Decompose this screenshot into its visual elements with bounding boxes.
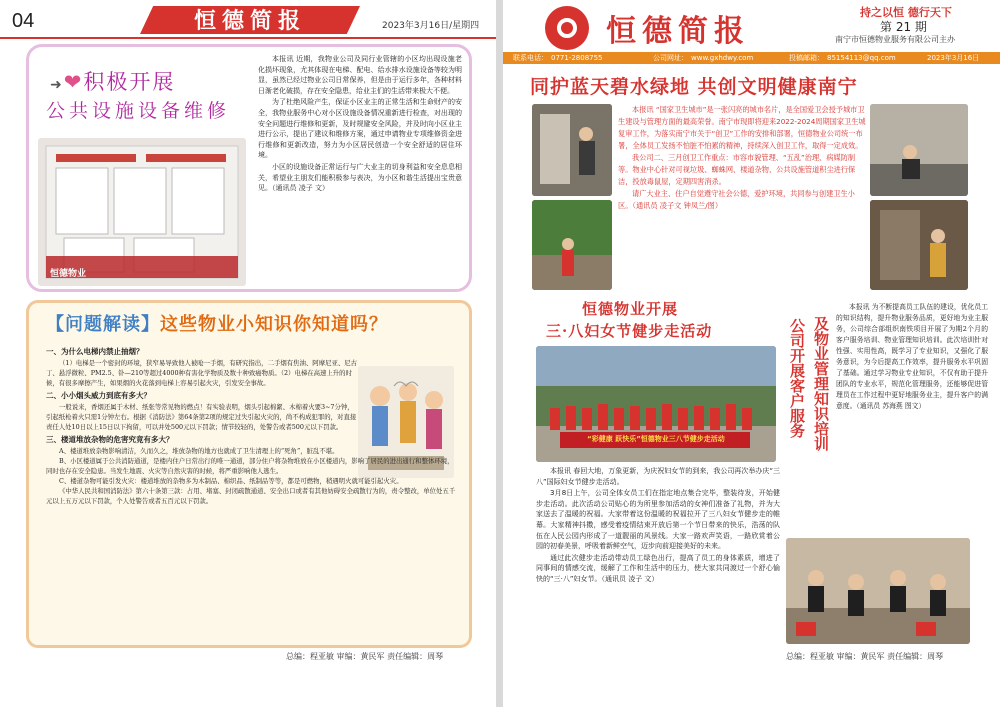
section-heading: 一、为什么电梯内禁止抽烟？ bbox=[46, 347, 144, 356]
article1-body bbox=[258, 54, 462, 195]
issue-number: 第 21 期 bbox=[880, 20, 927, 34]
article1-body bbox=[618, 104, 866, 212]
company-logo-ring bbox=[557, 18, 577, 38]
section-paragraph: B、小区楼道属于公共消防通道，是楼内住户日常出行的唯一通道，部分住户将杂物堆放在小区楼道内，影响了居民的进出通行和整体环境，同时也存在安全隐患。当发生地震、火灾等自然灾害的时候，将严重影响他人逃生。 bbox=[46, 457, 454, 475]
slogan: 持之以恒 德行天下 bbox=[860, 6, 952, 19]
group-photo-illustration bbox=[536, 346, 776, 462]
cleaning-photo-4 bbox=[870, 200, 968, 290]
contact-bar bbox=[503, 52, 1000, 64]
article1-paragraph: 请广大业主、住户自觉遵守社会公德，爱护环境，共同参与创建卫生小区。（通讯员 凌子文 钟凤兰/图） bbox=[618, 189, 855, 210]
phone: 0771-2808755 bbox=[551, 54, 603, 62]
email: 85154113@qq.com bbox=[827, 54, 896, 62]
section-paragraph: A、楼道堆放杂物影响清洁，久而久之，堆放杂物的地方也就成了卫生清理上的“死角”，脏乱不堪。 bbox=[59, 447, 339, 455]
section-paragraph: 《中华人民共和国消防法》第六十条第三款：占用、堵塞、封闭疏散通道、安全出口或者有其他妨碍安全疏散行为的，责令整改，单位处五千元以上五万元以下罚款，个人处警告或者五百元以下罚款。 bbox=[46, 487, 456, 505]
article2-body bbox=[46, 344, 456, 506]
article2-title: 【问题解读】这些物业小知识你知道吗？ bbox=[46, 314, 388, 335]
article2-paragraph: 3月8日上午，公司全体女员工们在指定地点集合完毕，整装待发，开始健步走活动。此次活动公司贴心的为所里参加活动的女神们准备了礼物，并为大家送去了温暖的祝福。大家带着这份温暖的祝福拉开了三八妇女节健步走的帷幕。大家精神抖擞，感受着疫情结束开放后第一个节日带来的快乐，浩荡的队伍在人民公园内形成了一道靓丽的风景线。大家一路欢声笑语，一路欣赏着公园的初春美景，呼吸着新鲜空气，迈步向前迎接美好的未来。 bbox=[536, 489, 780, 551]
email-label: 投稿邮箱： bbox=[789, 54, 824, 62]
article1-title-line1: ➜❤积极开展 bbox=[50, 70, 176, 94]
header-rule bbox=[0, 37, 496, 39]
article2-paragraph: 通过此次健步走活动带动员工绿色出行，提高了员工的身体素质，增进了同事间的情感交流，缓解了工作和生活中的压力，使大家共同渡过一个舒心愉快的“三·八”妇女节。（通讯员 凌子 文） bbox=[536, 553, 780, 583]
masthead-title: 恒德简报 bbox=[606, 14, 750, 49]
article1-paragraph: 我公司二、三月创卫工作重点：市容市貌管理、“五乱”治理、病媒防制等。物业中心针对可视垃圾、蜘蛛网、楼道杂物、公共设施管道积尘进行保洁，投放毒鼠屋，定期四害消杀。 bbox=[618, 153, 856, 186]
article1-paragraph: 本报讯 “国家卫生城市”是一张闪亮的城市名片，是全国爱卫会授予城市卫生建设与管理方面的最高荣誉。南宁市现即将迎来2022-2024周期国家卫生城复审工作，为落实南宁市关于“创卫”工作的安排和部署，恒德物业公司统一布署，全体员工发扬不怕脏不怕累的精神，持续深入创卫工作，取得一定成效。 bbox=[618, 105, 866, 150]
section-paragraph: 一般说来，香烟还属于木材、纸张等常见物的燃点！有实验表明，烟头引起棉絮、木棉着火要3~7分钟，引起纸枪着火只需1分钟左右。根据《消防法》第64条第2项的规定过失引起火灾的，尚不构成犯罪的，对直接责任人处10日以上15日以下拘留，可以并处500元以下罚款；情节较轻的，处警告或者500元以下罚款。 bbox=[46, 403, 357, 431]
photo-logo: 恒德物业 bbox=[50, 269, 87, 279]
arrow-icon: ➜ bbox=[50, 77, 64, 93]
left-footer-credits: 总编：程亚敏 审编：黄民军 责任编辑：周琴 bbox=[286, 652, 444, 661]
article3-paragraph: 本报讯 为不断提高员工队伍的建设，优化员工的知识结构，提升物业服务品质，更好地为业主服务，公司综合部组织南铁项目开展了为期2个月的客户服务培训、物业管理知识培训。此次培训针对性强、实用性高，既学习了专业知识，又强化了服务意识，为今后提高工作效率，提升服务水平巩固了基础。通过学习物业专业知识，不仅有助于提升团队的专业水平，规范化管理服务，还能够促进管理员在工作过程中更好地服务业主，提升客户的满意度。（通讯员 苏海燕 图文） bbox=[836, 303, 988, 410]
article1-paragraph: 为了杜绝风险产生，保证小区业主的正常生活和生命财产的安全，我物业服务中心对小区设施设备情况重新进行检查，对出现的安全问题进行维修和更新，及时规避安全风险，并及时向小区业主进行公示，提出了建议和维修方案，通过申请物业专项维修资金进行维修和更新改造，努力为小区居民创造一个安全舒适的居住环境。 bbox=[258, 98, 462, 160]
article3-title-col2: 公司开展客户服务 bbox=[788, 318, 806, 438]
website: www.gxhdwy.com bbox=[691, 54, 754, 62]
heart-icon: ❤ bbox=[63, 70, 84, 94]
walking-event-photo bbox=[536, 346, 776, 462]
training-illustration bbox=[786, 538, 970, 644]
article1-paragraph: 本报讯 近期，我物业公司及同行业管辖的小区均出现设施老化损坏现象，尤其体现在电梯、配电、给水排水设施设备等较为明显，虽然已经过物业公司日常保养，但是由于运行多年，各种材料日渐老化破损，存在安全隐患，给业主们的生活带来极大不便。 bbox=[258, 55, 462, 95]
phone-label: 联系电话： bbox=[513, 54, 548, 62]
article2-paragraph: 本报讯 春回大地，万象更新，为庆祝妇女节的到来，我公司再次举办庆“三八”国际妇女节健步走活动。 bbox=[536, 467, 780, 486]
publisher: 南宁市恒德物业服务有限公司主办 bbox=[835, 35, 955, 44]
event-banner-text: “彩健康 跃快乐”恒德物业三八节健步走活动 bbox=[587, 435, 725, 443]
notice-board-illustration bbox=[38, 138, 246, 286]
right-footer-credits: 总编：程亚敏 审编：黄民军 责任编辑：周琴 bbox=[786, 652, 944, 661]
article1-title-line2: 公共设施设备维修 bbox=[46, 100, 231, 122]
issue-date: 2023年3月16日/星期四 bbox=[382, 21, 480, 31]
section-paragraph: （1）电梯是一个密封的环境，狭窄易导致他人被呛一手烟，有研究指出，二手烟有焦油、阿摩尼亚、尼古丁、悬浮微粒、PM2.5、钋—210等超过4000种有害化学物质及数十种致癌物质。（2）电梯在高速上升的时候，有很多摩擦产生，如果烟的火花落到电梯上容易引起火灾，引发安全事故。 bbox=[46, 359, 358, 387]
article3-body bbox=[836, 302, 988, 412]
page-number: 04 bbox=[12, 10, 35, 32]
bar-date: 2023年3月16日 bbox=[927, 54, 980, 62]
cleaning-photo-3 bbox=[870, 104, 968, 196]
section-heading: 二、小小烟头威力到底有多大？ bbox=[46, 391, 151, 400]
website-label: 公司网址： bbox=[653, 54, 688, 62]
article3-title-col1: 及物业管理知识培训 bbox=[812, 316, 830, 451]
article1-headline: 同护蓝天碧水绿地 共创文明健康南宁 bbox=[530, 76, 858, 98]
article1-paragraph: 小区的设施设备正常运行与广大业主的切身利益和安全息息相关，希望业主朋友们能积极参与表决，为小区和谐生活提出宝贵意见。（通讯员 凌子 文） bbox=[258, 162, 462, 193]
cleaning-photo-1 bbox=[532, 104, 612, 196]
section-heading: 三、楼道堆放杂物的危害究竟有多大？ bbox=[46, 435, 174, 444]
training-photo bbox=[786, 538, 970, 644]
notice-board-photo bbox=[38, 138, 246, 286]
article2-title-line2: 三·八妇女节健步走活动 bbox=[546, 322, 713, 340]
article2-title-line1: 恒德物业开展 bbox=[582, 300, 679, 318]
left-header bbox=[0, 0, 496, 38]
cleaning-photo-2 bbox=[532, 200, 612, 290]
article2-body bbox=[536, 466, 780, 586]
masthead-title: 恒德简报 bbox=[193, 8, 306, 34]
section-paragraph: C、楼道杂物可能引发火灾：楼道堆放的杂物多为木制品、棉织品、纸制品等等，都是可燃物，稍遇明火就可能引起火灾。 bbox=[59, 477, 403, 485]
